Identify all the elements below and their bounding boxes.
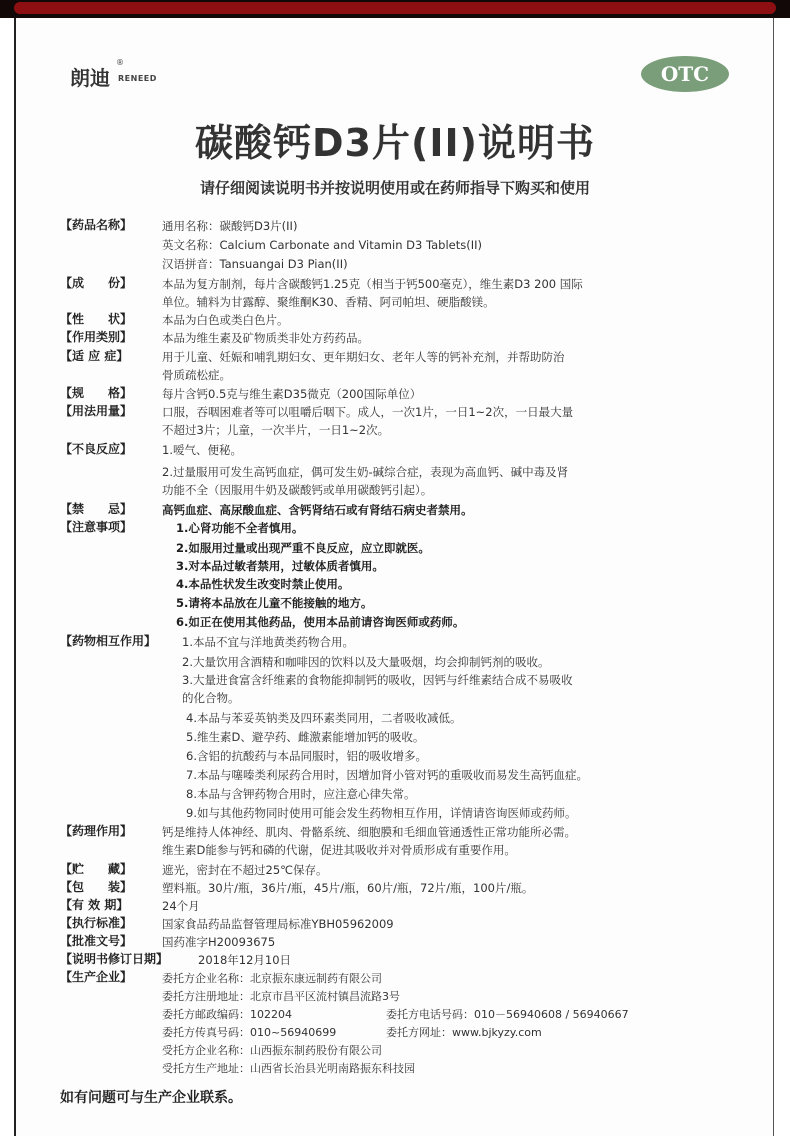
adverse-line: 2.过量服用可发生高钙血症，偶可发生奶-碱综合症，表现为高血钙、碱中毒及肾 [162, 465, 569, 479]
brand-logo-english: RENEED [118, 74, 157, 83]
package-text: 塑料瓶。30片/瓶，36片/瓶，45片/瓶，60片/瓶，72片/瓶，100片/瓶。 [162, 881, 534, 895]
section-tag-name: 【药品名称】 [60, 218, 133, 232]
section-tag-adverse: 【不良反应】 [60, 442, 133, 456]
entrusting-company-address: 委托方注册地址：北京市昌平区流村镇昌流路3号 [162, 990, 400, 1003]
registered-mark: ® [116, 58, 124, 67]
entrusting-fax: 委托方传真号码：010~56940699 [162, 1026, 337, 1039]
contraindications-text: 高钙血症、高尿酸血症、含钙肾结石或有肾结石病史者禁用。 [162, 503, 473, 517]
page-subtitle: 请仔细阅读说明书并按说明使用或在药师指导下购买和使用 [199, 179, 590, 197]
section-tag-pharmacology: 【药理作用】 [60, 824, 133, 838]
section-tag-precautions: 【注意事项】 [60, 520, 133, 534]
section-tag-validity: 【有 效 期】 [60, 898, 129, 912]
standard-text: 国家食品药品监督管理局标准YBH05962009 [162, 917, 394, 931]
brand-logo: 朗迪 [70, 66, 110, 90]
specification-text: 每片含钙0.5克与维生素D35微克（200国际单位） [162, 387, 422, 401]
category-text: 本品为维生素及矿物质类非处方药药品。 [162, 331, 369, 345]
interaction-item: 2.大量饮用含酒精和咖啡因的饮料以及大量吸烟，均会抑制钙剂的吸收。 [182, 655, 550, 669]
validity-text: 24个月 [162, 899, 200, 913]
interaction-item: 的化合物。 [182, 691, 240, 705]
contact-note: 如有问题可与生产企业联系。 [60, 1090, 242, 1106]
generic-name: 通用名称：碳酸钙D3片(II) [162, 219, 298, 233]
section-tag-package: 【包 装】 [60, 880, 133, 894]
section-tag-dosage: 【用法用量】 [60, 404, 133, 418]
pharmacology-line: 钙是维持人体神经、肌肉、骨骼系统、细胞膜和毛细血管通透性正常功能所必需。 [162, 825, 576, 839]
entrusting-phone: 委托方电话号码：010－56940608 / 56940667 [386, 1008, 629, 1021]
english-name: 英文名称：Calcium Carbonate and Vitamin D3 Tablets(II) [162, 238, 482, 252]
section-tag-storage: 【贮 藏】 [60, 862, 133, 876]
section-tag-category: 【作用类别】 [60, 330, 133, 344]
revision-date: 2018年12月10日 [198, 953, 292, 967]
ingredients-line: 单位。辅料为甘露醇、聚维酮K30、香精、阿司帕坦、硬脂酸镁。 [162, 295, 495, 309]
interaction-item: 4.本品与苯妥英钠类及四环素类同用，二者吸收减低。 [186, 711, 462, 725]
appearance-text: 本品为白色或类白色片。 [162, 313, 289, 327]
page-title: 碳酸钙D3片(II)说明书 [195, 121, 595, 165]
section-tag-standard: 【执行标准】 [60, 916, 133, 930]
section-tag-appearance: 【性 状】 [60, 312, 133, 326]
approval-text: 国药准字H20093675 [162, 935, 276, 949]
top-red-strip [14, 2, 776, 14]
entrusted-company-name: 受托方企业名称：山西振东制药股份有限公司 [162, 1044, 382, 1057]
interaction-item: 5.维生素D、避孕药、雌激素能增加钙的吸收。 [186, 730, 425, 744]
section-tag-revision: 【说明书修订日期】 [60, 952, 169, 966]
top-frame-bar [0, 0, 790, 18]
indications-line: 骨质疏松症。 [162, 368, 231, 382]
section-tag-approval: 【批准文号】 [60, 934, 133, 948]
precaution-item: 5.请将本品放在儿童不能接触的地方。 [176, 596, 373, 610]
section-tag-contraindications: 【禁 忌】 [60, 502, 133, 516]
entrusting-postcode: 委托方邮政编码：102204 [162, 1008, 292, 1021]
indications-line: 用于儿童、妊娠和哺乳期妇女、更年期妇女、老年人等的钙补充剂，并帮助防治 [162, 350, 565, 364]
interaction-item: 9.如与其他药物同时使用可能会发生药物相互作用，详情请咨询医师或药师。 [186, 806, 577, 820]
section-tag-ingredients: 【成 份】 [60, 276, 133, 290]
adverse-line: 1.嗳气、便秘。 [162, 443, 242, 457]
interaction-item: 8.本品与含钾药物合用时，应注意心律失常。 [186, 787, 416, 801]
dosage-line: 口服，吞咽困难者等可以咀嚼后咽下。成人，一次1片，一日1~2次，一日最大量 [162, 405, 574, 419]
interaction-item: 1.本品不宜与洋地黄类药物合用。 [182, 635, 354, 649]
storage-text: 遮光，密封在不超过25℃保存。 [162, 863, 328, 877]
entrusting-company-name: 委托方企业名称：北京振东康远制药有限公司 [162, 972, 382, 985]
precaution-item: 4.本品性状发生改变时禁止使用。 [176, 577, 350, 591]
pinyin-name: 汉语拼音：Tansuangai D3 Pian(II) [162, 257, 348, 271]
entrusted-production-address: 受托方生产地址：山西省长治县光明南路振东科技园 [162, 1062, 415, 1075]
precaution-item: 6.如正在使用其他药品，使用本品前请咨询医师或药师。 [176, 615, 465, 629]
adverse-line: 功能不全（因服用牛奶及碳酸钙或单用碳酸钙引起）。 [162, 483, 433, 497]
dosage-line: 不超过3片；儿童，一次半片，一日1~2次。 [162, 423, 390, 437]
section-tag-manufacturer: 【生产企业】 [60, 970, 133, 984]
interaction-item: 7.本品与噻嗪类利尿药合用时，因增加肾小管对钙的重吸收而易发生高钙血症。 [186, 768, 588, 782]
interaction-item: 3.大量进食富含纤维素的食物能抑制钙的吸收，因钙与纤维素结合成不易吸收 [182, 673, 573, 687]
ingredients-line: 本品为复方制剂，每片含碳酸钙1.25克（相当于钙500毫克），维生素D3 200 国际 [162, 277, 583, 291]
entrusting-website: 委托方网址：www.bjkyzy.com [386, 1026, 542, 1039]
otc-badge: OTC [641, 56, 729, 92]
section-tag-indications: 【适 应 症】 [60, 349, 129, 363]
section-tag-specification: 【规 格】 [60, 386, 133, 400]
precaution-item: 1.心肾功能不全者慎用。 [176, 521, 304, 535]
section-tag-interactions: 【药物相互作用】 [60, 634, 157, 648]
precaution-item: 3.对本品过敏者禁用，过敏体质者慎用。 [176, 559, 384, 573]
interaction-item: 6.含铝的抗酸药与本品同服时，铝的吸收增多。 [186, 749, 427, 763]
precaution-item: 2.如服用过量或出现严重不良反应，应立即就医。 [176, 541, 430, 555]
pharmacology-line: 维生素D能参与钙和磷的代谢，促进其吸收并对骨质形成有重要作用。 [162, 843, 516, 857]
